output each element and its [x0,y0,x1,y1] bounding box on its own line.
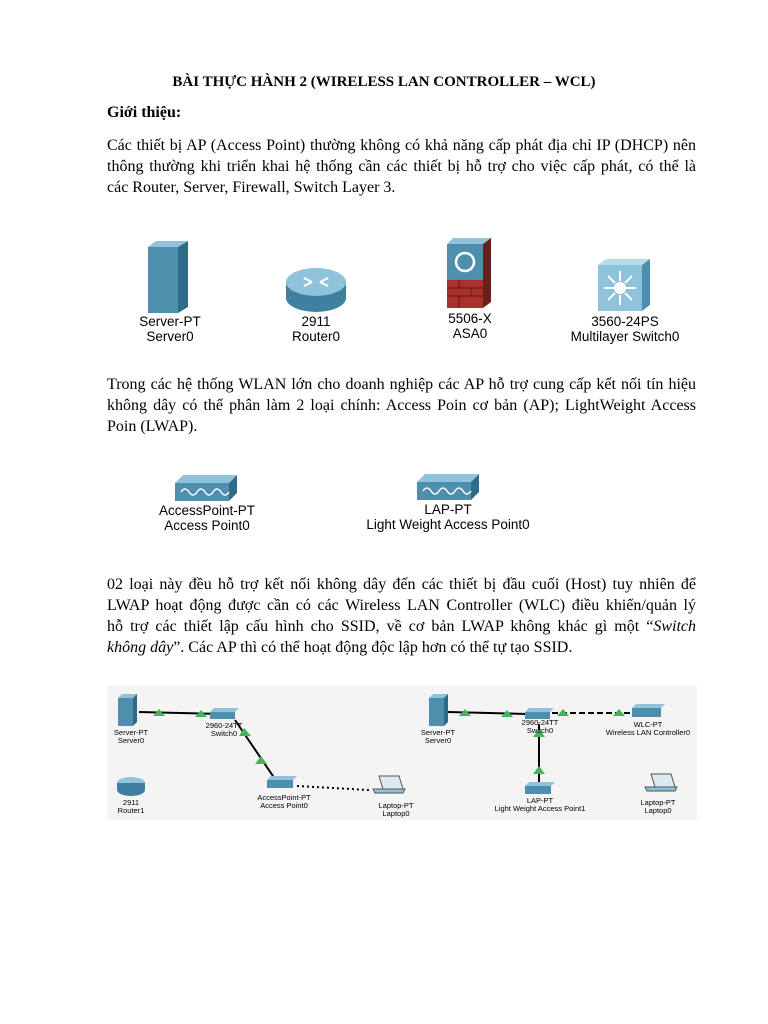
device-name: Server0 [146,329,194,344]
topo-label-laptop-left [368,802,424,818]
topo-label-ap [246,794,322,810]
device-name: Light Weight Access Point1 [494,804,586,813]
topo-label-switch-left [196,722,252,738]
emphasis-text: Switch [653,618,696,635]
ap-device-label [142,503,272,533]
device-name: Switch0 [210,729,238,738]
lwap-paragraph [107,574,696,658]
device-name: ASA0 [452,326,488,341]
text-line [107,637,696,658]
device-name: Router1 [117,806,145,815]
wlan-paragraph [107,374,696,437]
page-title: BÀI THỰC HÀNH 2 (WIRELESS LAN CONTROLLER – WCL) [172,74,596,90]
topo-label-switch-right [512,719,568,735]
topo-label-lap [490,797,590,813]
text-fragment: ”. Các AP thì có thể hoạt động độc lập hơn có thể tự tạo SSID. [173,639,573,656]
device-model: LAP-PT [526,796,554,805]
device-model: Server-PT [420,728,456,737]
text-line: các Router, Server, Firewall, Switch Layer 3. [107,179,396,196]
device-name: Server0 [424,736,452,745]
emphasis-text: không dây [107,639,174,656]
device-name: Laptop0 [382,809,410,818]
topo-label-laptop-right [630,799,686,815]
mlswitch-device-label [560,314,690,344]
device-model: 2911 [301,314,331,329]
device-model: 3560-24PS [591,314,659,329]
device-name: Laptop0 [644,806,672,815]
server-icon [148,241,190,313]
device-name: Switch0 [526,726,554,735]
device-model: 2960-24TT [521,718,559,727]
device-model: Server-PT [139,314,201,329]
text-line: Trong các hệ thống WLAN lớn cho doanh nghiệp các AP hỗ trợ cung cấp kết nối tín hiệu [107,376,696,393]
device-name: Router0 [291,329,341,344]
device-name: Access Point0 [164,518,250,533]
device-model: Server-PT [113,728,149,737]
device-model: 2911 [122,798,140,807]
topo-label-server-left [103,729,159,745]
device-model: AccessPoint-PT [158,503,256,518]
device-model: 5506-X [448,311,492,326]
device-name: Multilayer Switch0 [570,329,680,344]
server-device-label [120,314,220,344]
text-line: không dây có thể phân làm 2 loại chính: Access Poin cơ bản (AP); LightWeight Access [107,397,696,414]
text-line: Các thiết bị AP (Access Point) thường không có khả năng cấp phát địa chỉ IP (DHCP) nên [107,137,696,154]
asa-device-label [420,311,520,341]
text-line [107,616,696,637]
topo-label-server-right [410,729,466,745]
intro-paragraph [107,135,696,198]
topo-label-router [103,799,159,815]
lightweight-ap-icon [417,474,479,500]
text-line: LWAP hoạt động được cần có các Wireless LAN Controller (WLC) điều khiển/quản lý [107,597,696,614]
device-model: Laptop-PT [378,801,414,810]
device-name: Wireless LAN Controller0 [605,728,691,737]
access-point-icon [175,475,237,501]
device-name: Access Point0 [260,801,308,810]
multilayer-switch-icon [598,259,650,311]
text-line: Poin (LWAP). [107,418,198,435]
router-device-label [266,314,366,344]
text-line: 02 loại này đều hỗ trợ kết nối không dây đến các thiết bị đầu cuối (Host) tuy nhiên để [107,576,696,593]
text-line: thông thường khi triển khai hệ thống cần các thiết bị hỗ trợ cho việc cấp phát, có thể là [107,158,696,175]
device-name: Server0 [117,736,145,745]
device-model: 2960-24TT [205,721,243,730]
section-heading: Giới thiệu: [107,104,182,121]
device-model: WLC-PT [633,720,663,729]
device-name: Light Weight Access Point0 [366,517,530,532]
firewall-icon [447,238,491,308]
lap-device-label [358,502,538,532]
topo-label-wlc [600,721,696,737]
router-icon [286,268,346,312]
device-model: AccessPoint-PT [257,793,311,802]
text-fragment: hỗ trợ các thiết lập cấu hình cho SSID, về cơ bản LWAP không khác gì một “ [107,618,654,635]
device-model: LAP-PT [424,502,472,517]
topology-diagram [107,686,697,820]
device-model: Laptop-PT [640,798,676,807]
